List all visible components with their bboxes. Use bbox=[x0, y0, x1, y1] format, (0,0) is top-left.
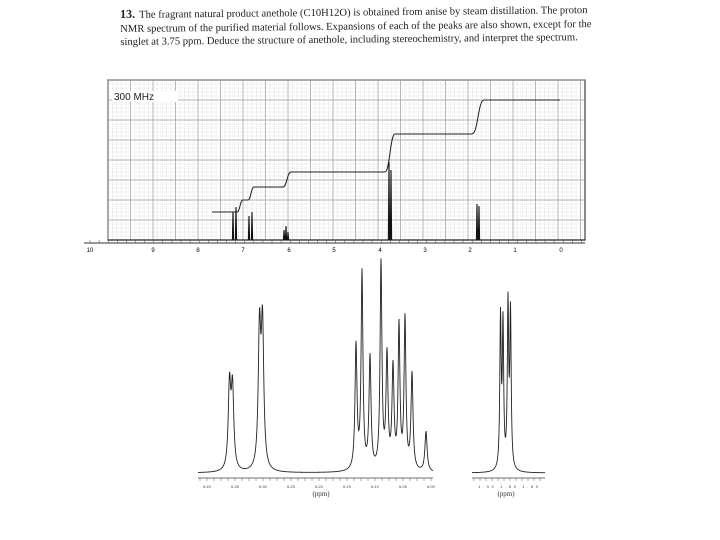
frequency-label: 300 MHz bbox=[114, 92, 155, 103]
tick-label-0: 0 bbox=[559, 248, 563, 254]
exp-left-tick-5: 6.15 bbox=[343, 484, 351, 489]
expansion-right bbox=[472, 291, 545, 498]
main-spectrum bbox=[84, 80, 585, 254]
exp-left-xlabel: (ppm) bbox=[312, 490, 330, 498]
expansion-right-trace bbox=[472, 291, 545, 472]
exp-right-xlabel: (ppm) bbox=[497, 490, 515, 498]
problem-text: The fragrant natural product anethole (C10H12O) is obtained from anise by steam distillation. The proton NMR spectrum of the purified material follows. Expansions of each of the peaks are also shown, except for the singlet at 3.75 ppm. Deduce the structure of anethole, including stereochemistry, and interpret the spectrum. bbox=[120, 5, 592, 48]
tick-label-6: 6 bbox=[287, 248, 291, 254]
exp-right-ticks-label: 1.90 1.85 1.80 bbox=[478, 484, 538, 489]
tick-label-10: 10 bbox=[86, 248, 94, 254]
tick-label-8: 8 bbox=[196, 248, 200, 254]
tick-label-5: 5 bbox=[332, 248, 336, 254]
exp-left-tick-1: 6.35 bbox=[231, 484, 239, 489]
expansion-left bbox=[198, 258, 436, 498]
tick-label-9: 9 bbox=[151, 248, 155, 254]
tick-label-4: 4 bbox=[378, 248, 382, 254]
exp-left-tick-8: 6.00 bbox=[427, 484, 435, 489]
expansion-left-trace bbox=[198, 258, 433, 472]
exp-left-tick-3: 6.25 bbox=[287, 484, 295, 489]
exp-left-tick-2: 6.30 bbox=[259, 484, 267, 489]
tick-label-1: 1 bbox=[513, 248, 517, 254]
expansion-right-ticks bbox=[474, 478, 540, 481]
tick-label-3: 3 bbox=[423, 248, 427, 254]
exp-left-tick-4: 6.20 bbox=[315, 484, 323, 489]
tick-label-2: 2 bbox=[468, 248, 472, 254]
tick-label-7: 7 bbox=[241, 248, 245, 254]
exp-left-tick-0: 6.40 bbox=[203, 484, 211, 489]
exp-left-tick-6: 6.10 bbox=[371, 484, 379, 489]
expansion-left-ticks bbox=[200, 478, 431, 481]
problem-number: 13. bbox=[119, 6, 136, 21]
exp-left-tick-7: 6.05 bbox=[399, 484, 407, 489]
